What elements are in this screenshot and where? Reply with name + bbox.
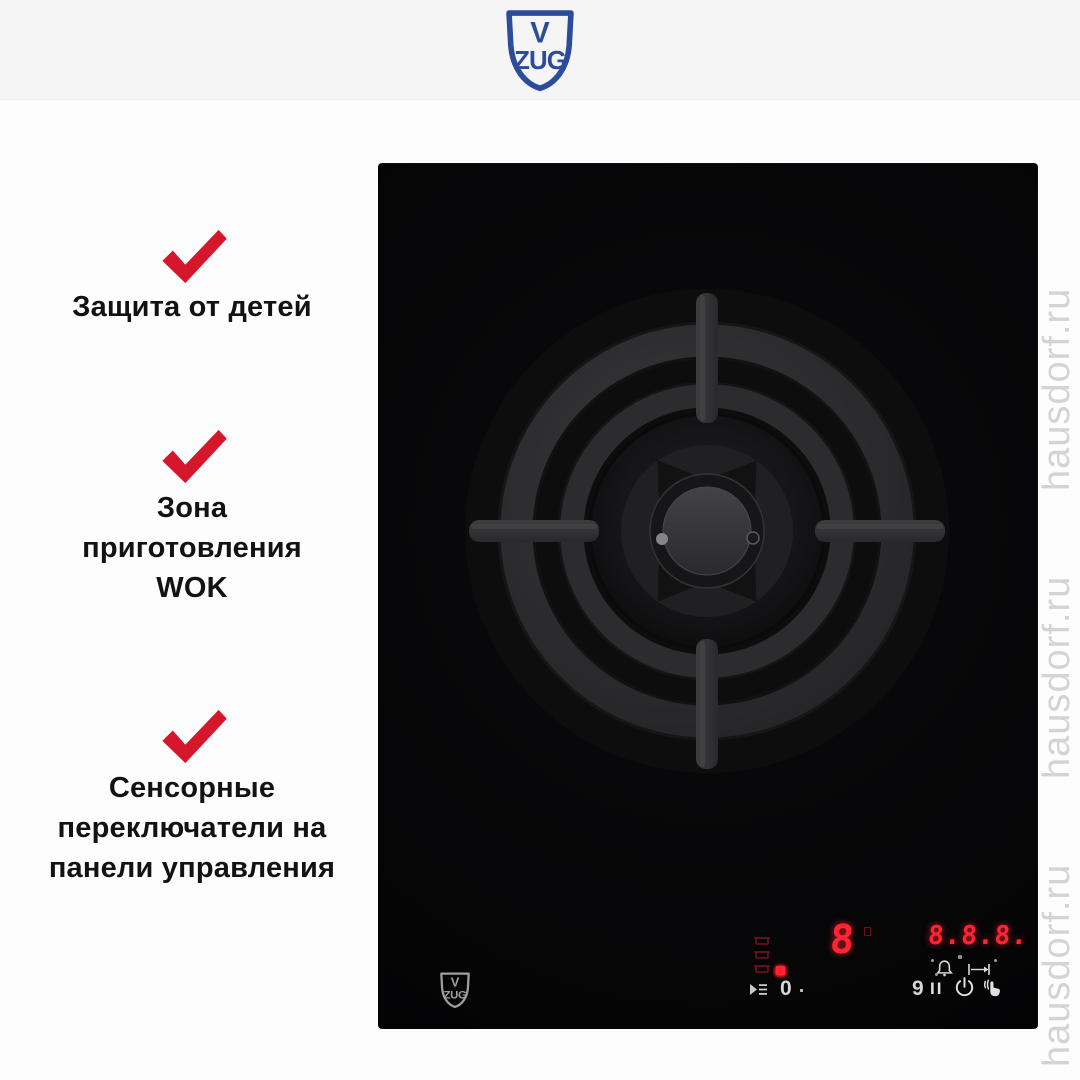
menu-icon: [748, 981, 770, 998]
hob-vzug-logo-icon: [436, 969, 474, 1011]
burner-cap: [663, 487, 751, 575]
vzug-logo-icon: [497, 7, 583, 93]
feature-line: Зона: [156, 492, 228, 524]
pause-key: II: [930, 979, 944, 998]
pot-icon: [752, 935, 772, 945]
feature-line: Защита от детей: [72, 291, 312, 323]
pan-support: [447, 271, 967, 791]
feature-text-wok-zone: [20, 488, 364, 608]
hob-logo-word-zug: ZUG: [443, 989, 467, 1002]
logo-word-zug: ZUG: [514, 46, 566, 75]
ignition-electrode: [656, 533, 668, 545]
timer-indicator-dot: [958, 955, 962, 959]
slider-scale-end: 9: [912, 977, 924, 1000]
pause-tick: [935, 973, 938, 976]
touch-control-icon: [982, 976, 1002, 998]
hob-logo-letter-v: V: [450, 974, 460, 990]
pot-icon: [752, 949, 772, 959]
feature-line: переключатели на: [57, 812, 327, 844]
interval-tick: [994, 959, 997, 962]
watermark-text: hausdorf.ru: [1036, 575, 1078, 780]
timer-display: 8.8.8.: [926, 921, 1029, 951]
checkmark-icon: [155, 226, 229, 284]
feature-line: WOK: [156, 572, 228, 604]
header-banner: [0, 0, 1080, 100]
power-bar: [776, 965, 940, 975]
watermark-text: hausdorf.ru: [1036, 287, 1078, 492]
power-key-icon: [954, 977, 975, 998]
pot-size-icons: [752, 935, 772, 977]
power-level-display: 8: [828, 917, 856, 963]
watermark-text: hausdorf.ru: [1036, 863, 1078, 1068]
logo-letter-v: V: [530, 17, 550, 50]
feature-text-child-lock: [20, 287, 364, 327]
slider-scale-start: 0: [780, 977, 792, 1000]
feature-line: приготовления: [82, 532, 302, 564]
feature-text-touch-controls: [20, 768, 364, 888]
gas-hob-product-image: [378, 163, 1038, 1029]
bell-tick: [931, 959, 934, 962]
feature-line: Сенсорные: [108, 772, 276, 804]
pot-icon: [752, 963, 772, 973]
control-panel: [742, 913, 1029, 1017]
interval-icon: [966, 962, 992, 977]
bell-icon: [936, 960, 953, 977]
checkmark-icon: [155, 426, 229, 484]
feature-line: панели управления: [48, 852, 336, 884]
power-unit-mark: [864, 927, 871, 936]
checkmark-icon: [155, 706, 229, 764]
thermocouple: [747, 532, 759, 544]
